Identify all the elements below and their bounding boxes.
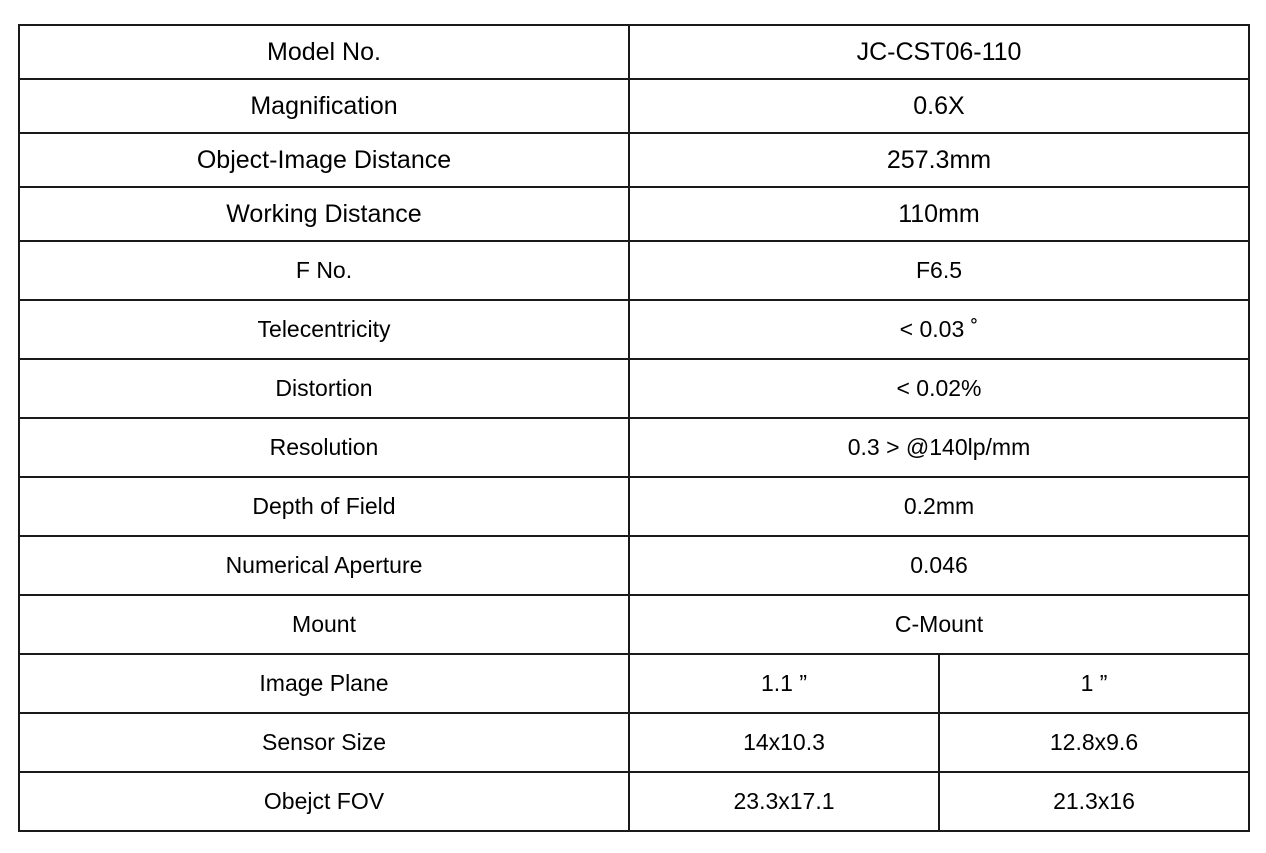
spec-value: F6.5 [629,241,1249,300]
spec-label: Image Plane [19,654,629,713]
spec-value: 257.3mm [629,133,1249,187]
spec-value: JC-CST06-110 [629,25,1249,79]
table-row [19,241,1249,300]
spec-value-b: 1 ” [939,654,1249,713]
spec-label: Telecentricity [19,300,629,359]
table-row [19,359,1249,418]
spec-label: F No. [19,241,629,300]
spec-label: Working Distance [19,187,629,241]
spec-label: Mount [19,595,629,654]
table-row [19,25,1249,79]
table-row [19,713,1249,772]
table-body [19,25,1249,831]
spec-value: 110mm [629,187,1249,241]
table-row [19,133,1249,187]
spec-value-a: 1.1 ” [629,654,939,713]
table-row [19,187,1249,241]
spec-value-a: 23.3x17.1 [629,772,939,831]
spec-label: Obejct FOV [19,772,629,831]
spec-value: 0.6X [629,79,1249,133]
table-row [19,595,1249,654]
spec-label: Magnification [19,79,629,133]
table-row [19,300,1249,359]
spec-label: Object-Image Distance [19,133,629,187]
spec-value: 0.046 [629,536,1249,595]
spec-value: < 0.03 ˚ [629,300,1249,359]
spec-label: Numerical Aperture [19,536,629,595]
spec-value: 0.3 > @140lp/mm [629,418,1249,477]
table-row [19,536,1249,595]
spec-value: 0.2mm [629,477,1249,536]
spec-label: Sensor Size [19,713,629,772]
spec-value-b: 12.8x9.6 [939,713,1249,772]
lens-specification-table [18,24,1250,832]
spec-label: Distortion [19,359,629,418]
spec-label: Model No. [19,25,629,79]
spec-label: Depth of Field [19,477,629,536]
table-row [19,654,1249,713]
spec-value: < 0.02% [629,359,1249,418]
spec-value: C-Mount [629,595,1249,654]
table-row [19,418,1249,477]
spec-label: Resolution [19,418,629,477]
table-row [19,477,1249,536]
spec-value-a: 14x10.3 [629,713,939,772]
table-row [19,79,1249,133]
spec-value-b: 21.3x16 [939,772,1249,831]
table-row [19,772,1249,831]
